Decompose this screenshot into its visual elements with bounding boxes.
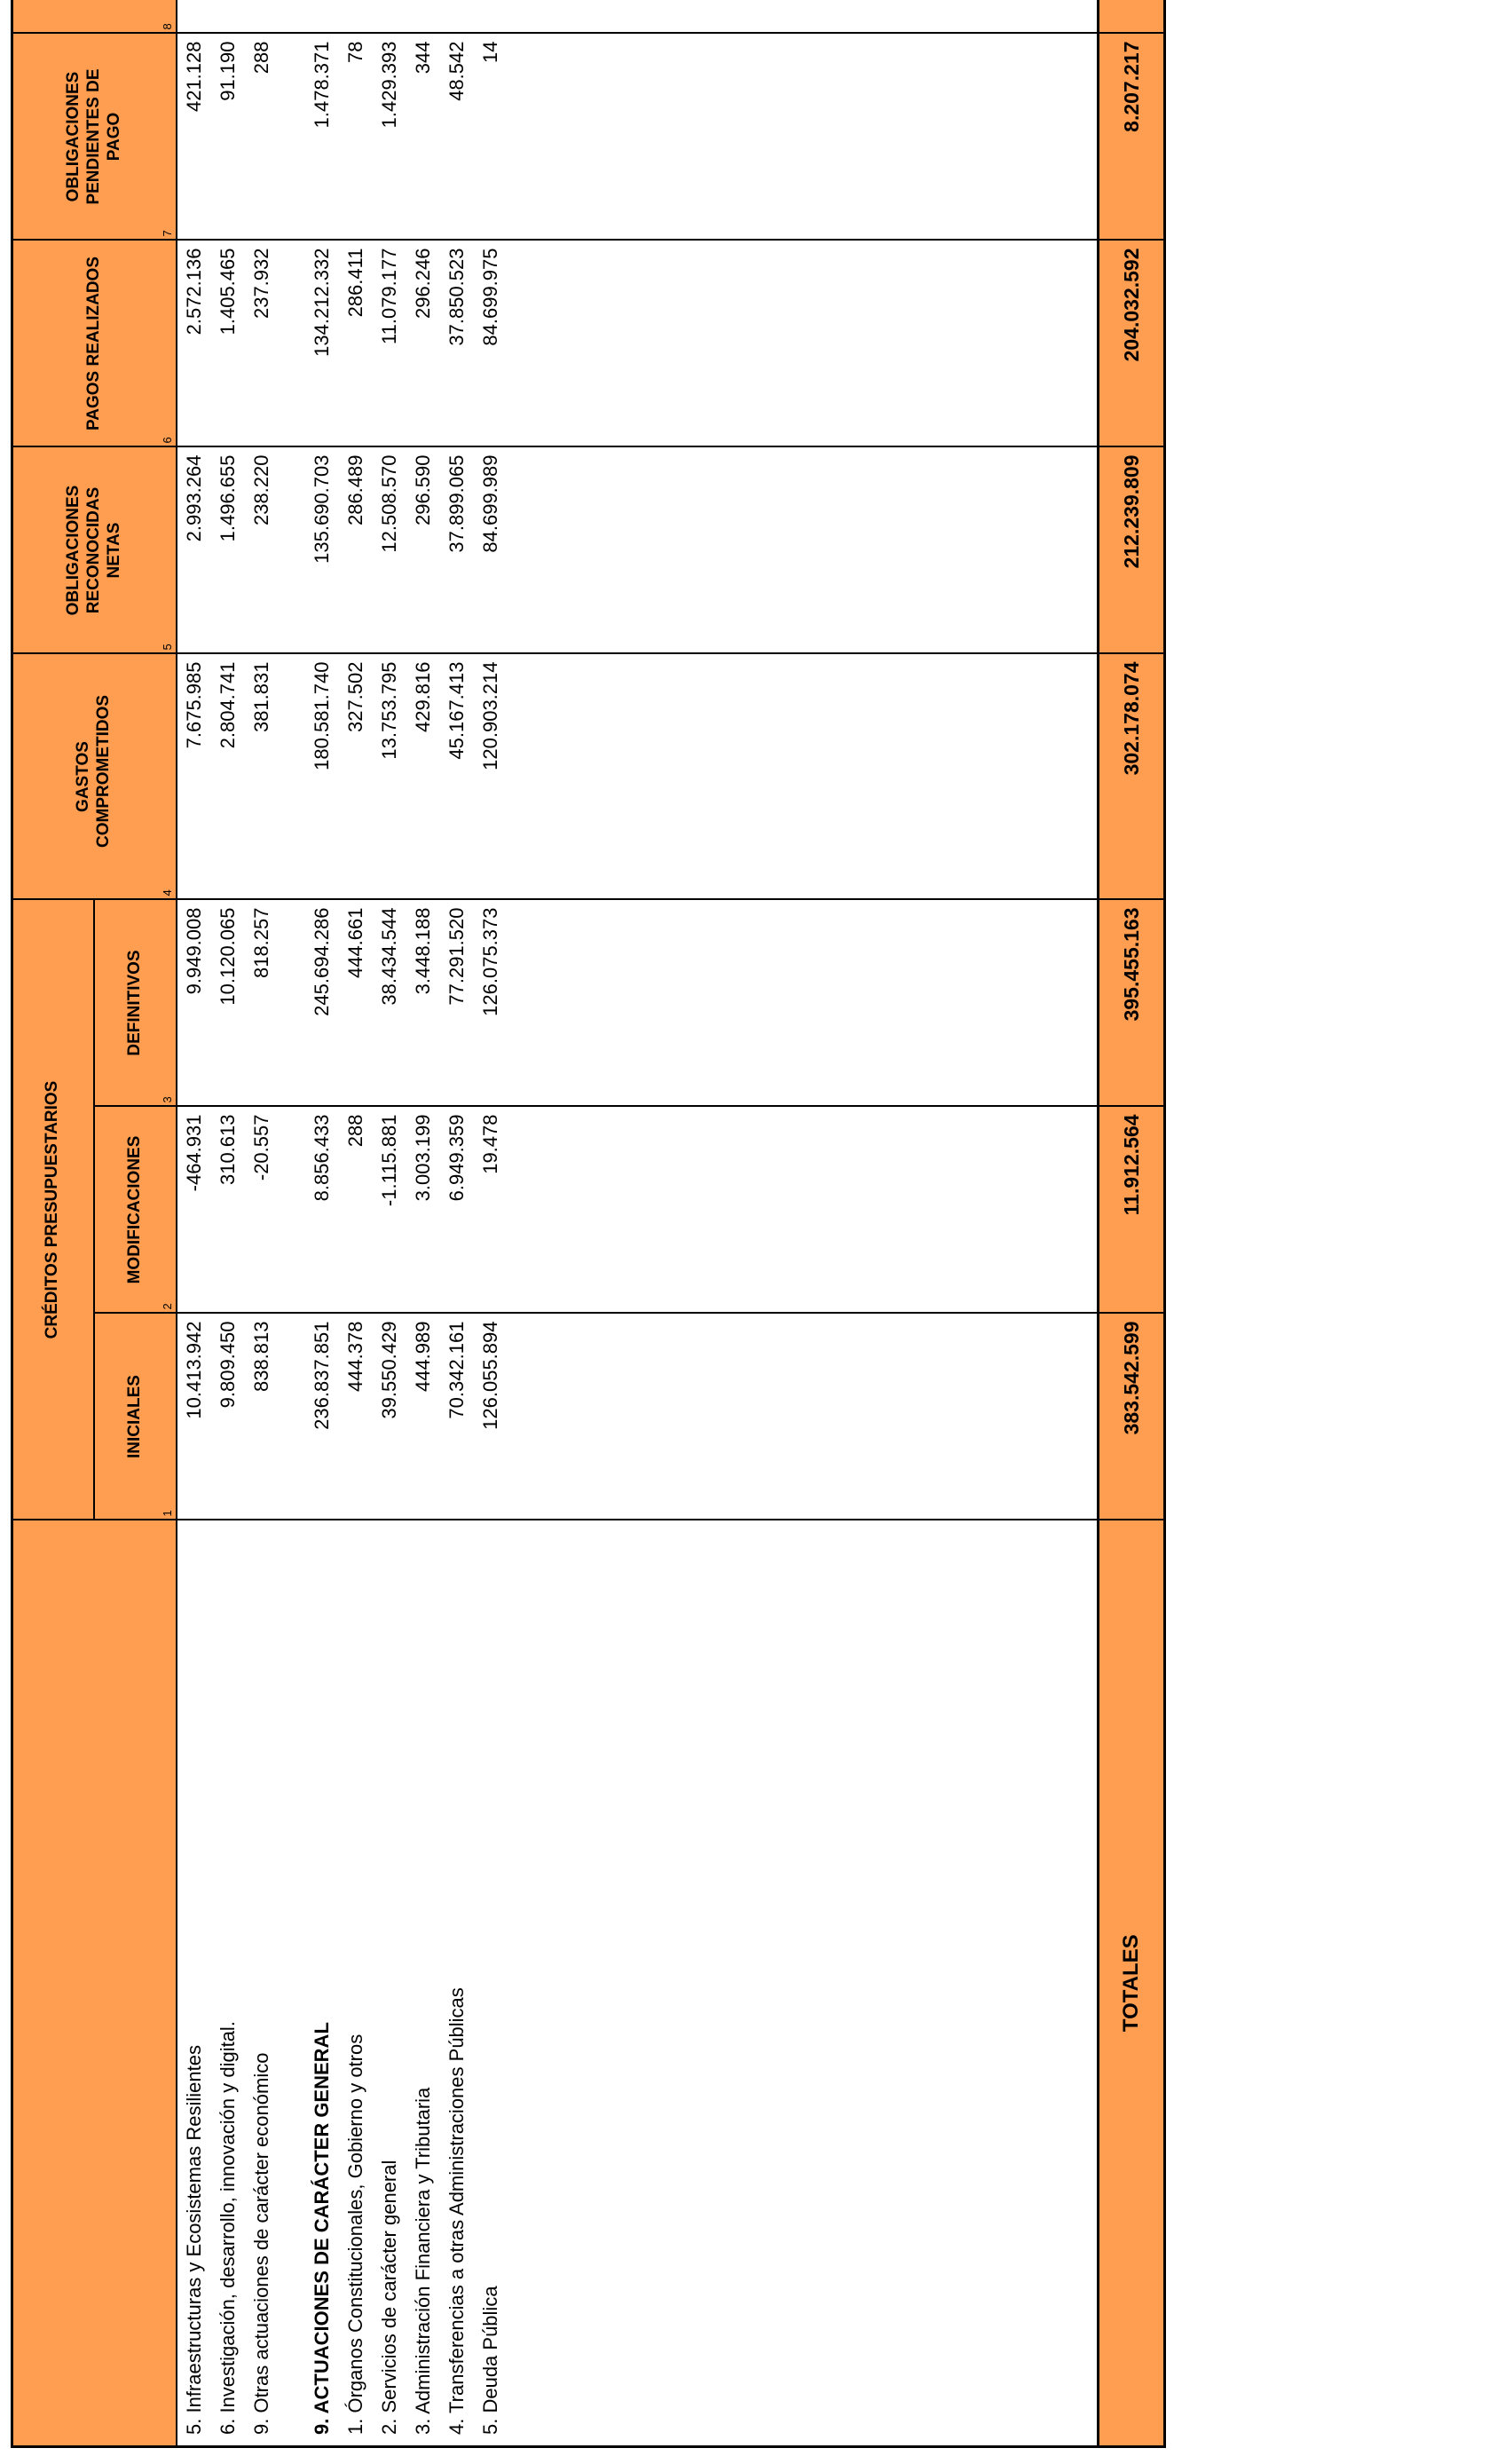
cell-modificaciones: -464.931 <box>177 1107 211 1314</box>
cell-obligaciones-reconocidas: 84.699.989 <box>474 447 508 654</box>
col-number-2: 2 <box>160 1303 174 1310</box>
row-label: 5. Deuda Pública <box>474 1520 508 2447</box>
cell-obligaciones-pendientes: 91.190 <box>211 34 245 241</box>
cell-remanentes <box>474 0 508 34</box>
cell-definitivos: 10.120.065 <box>211 900 245 1107</box>
cell-modificaciones: 8.856.433 <box>305 1107 339 1314</box>
cell-obligaciones-pendientes: 78 <box>339 34 373 241</box>
cell-pagos-realizados: 134.212.332 <box>305 241 339 447</box>
cell-remanentes <box>373 0 406 34</box>
spacer-row <box>279 0 305 2447</box>
col-number-6: 6 <box>160 437 174 444</box>
row-label: 6. Investigación, desarrollo, innovación y digital. <box>211 1520 245 2447</box>
cell-iniciales: 126.055.894 <box>474 1314 508 1520</box>
col-number-5: 5 <box>160 644 174 651</box>
col-number-3: 3 <box>160 1096 174 1103</box>
cell-modificaciones: -20.557 <box>245 1107 279 1314</box>
gastos-comprometidos-label: GASTOS COMPROMETIDOS <box>74 694 114 848</box>
cell-definitivos: 444.661 <box>339 900 373 1107</box>
cell-remanentes <box>245 0 279 34</box>
cell-pagos-realizados: 84.699.975 <box>474 241 508 447</box>
cell-pagos-realizados: 296.246 <box>406 241 440 447</box>
totals-label: TOTALES <box>1099 1520 1165 2447</box>
cell-remanentes <box>339 0 373 34</box>
cell-modificaciones: 6.949.359 <box>440 1107 474 1314</box>
cell-gastos-comprometidos: 120.903.214 <box>474 654 508 900</box>
cell-obligaciones-reconocidas: 37.899.065 <box>440 447 474 654</box>
table-row <box>373 0 406 2447</box>
cell-obligaciones-reconocidas: 286.489 <box>339 447 373 654</box>
table-row <box>406 0 440 2447</box>
filler-row <box>508 0 1099 2447</box>
cell-remanentes <box>305 0 339 34</box>
cell-modificaciones: 310.613 <box>211 1107 245 1314</box>
cell-gastos-comprometidos: 429.816 <box>406 654 440 900</box>
cell-obligaciones-pendientes: 1.429.393 <box>373 34 406 241</box>
table-row <box>245 0 279 2447</box>
description-header <box>12 1520 177 2447</box>
table-row <box>474 0 508 2447</box>
cell-gastos-comprometidos: 180.581.740 <box>305 654 339 900</box>
creditos-presupuestarios-header: CRÉDITOS PRESUPUESTARIOS <box>12 900 94 1520</box>
cell-modificaciones: 3.003.199 <box>406 1107 440 1314</box>
table-row <box>211 0 245 2447</box>
cell-definitivos: 818.257 <box>245 900 279 1107</box>
cell-remanentes <box>211 0 245 34</box>
cell-definitivos: 126.075.373 <box>474 900 508 1107</box>
remanentes-credito-header <box>12 0 177 34</box>
cell-obligaciones-pendientes: 288 <box>245 34 279 241</box>
total-modificaciones: 11.912.564 <box>1099 1107 1165 1314</box>
obligaciones-pendientes-label: OBLIGACIONES PENDIENTES DE PAGO <box>64 68 123 205</box>
cell-remanentes <box>177 0 211 34</box>
table-row-section <box>305 0 339 2447</box>
cell-iniciales: 236.837.851 <box>305 1314 339 1520</box>
cell-definitivos: 245.694.286 <box>305 900 339 1107</box>
col-number-4: 4 <box>160 889 174 896</box>
table-row <box>177 0 211 2447</box>
cell-obligaciones-pendientes: 1.478.371 <box>305 34 339 241</box>
cell-definitivos: 77.291.520 <box>440 900 474 1107</box>
budget-execution-table <box>11 0 1166 2448</box>
row-label: 9. ACTUACIONES DE CARÁCTER GENERAL <box>305 1520 339 2447</box>
cell-iniciales: 39.550.429 <box>373 1314 406 1520</box>
cell-obligaciones-reconocidas: 2.993.264 <box>177 447 211 654</box>
obligaciones-pendientes-header <box>12 34 177 241</box>
cell-obligaciones-reconocidas: 1.496.655 <box>211 447 245 654</box>
obligaciones-reconocidas-header <box>12 447 177 654</box>
cell-iniciales: 444.378 <box>339 1314 373 1520</box>
col-number-7: 7 <box>160 230 174 237</box>
total-definitivos: 395.455.163 <box>1099 900 1165 1107</box>
cell-gastos-comprometidos: 13.753.795 <box>373 654 406 900</box>
col-number-8: 8 <box>160 23 174 30</box>
cell-modificaciones: 19.478 <box>474 1107 508 1314</box>
cell-gastos-comprometidos: 381.831 <box>245 654 279 900</box>
cell-gastos-comprometidos: 7.675.985 <box>177 654 211 900</box>
row-label: 1. Órganos Constitucionales, Gobierno y otros <box>339 1520 373 2447</box>
cell-obligaciones-pendientes: 421.128 <box>177 34 211 241</box>
total-obligaciones-pendientes: 8.207.217 <box>1099 34 1165 241</box>
cell-remanentes <box>406 0 440 34</box>
col-number-1: 1 <box>160 1510 174 1517</box>
row-label: 4. Transferencias a otras Administraciones Públicas <box>440 1520 474 2447</box>
obligaciones-reconocidas-label: OBLIGACIONES RECONOCIDAS NETAS <box>64 485 123 616</box>
total-remanentes <box>1099 0 1165 34</box>
cell-pagos-realizados: 1.405.465 <box>211 241 245 447</box>
iniciales-label: INICIALES <box>124 1375 144 1458</box>
gastos-comprometidos-header <box>12 654 177 900</box>
cell-pagos-realizados: 237.932 <box>245 241 279 447</box>
pagos-realizados-header <box>12 241 177 447</box>
total-iniciales: 383.542.599 <box>1099 1314 1165 1520</box>
cell-obligaciones-pendientes: 14 <box>474 34 508 241</box>
cell-iniciales: 444.989 <box>406 1314 440 1520</box>
total-gastos-comprometidos: 302.178.074 <box>1099 654 1165 900</box>
pagos-realizados-label: PAGOS REALIZADOS <box>83 257 103 430</box>
cell-pagos-realizados: 286.411 <box>339 241 373 447</box>
row-label: 3. Administración Financiera y Tributaria <box>406 1520 440 2447</box>
row-label: 5. Infraestructuras y Ecosistemas Resilientes <box>177 1520 211 2447</box>
total-pagos-realizados: 204.032.592 <box>1099 241 1165 447</box>
cell-obligaciones-reconocidas: 135.690.703 <box>305 447 339 654</box>
cell-remanentes <box>440 0 474 34</box>
cell-iniciales: 9.809.450 <box>211 1314 245 1520</box>
cell-pagos-realizados: 2.572.136 <box>177 241 211 447</box>
cell-modificaciones: 288 <box>339 1107 373 1314</box>
cell-definitivos: 9.949.008 <box>177 900 211 1107</box>
table-row <box>339 0 373 2447</box>
cell-obligaciones-reconocidas: 12.508.570 <box>373 447 406 654</box>
table-row <box>440 0 474 2447</box>
modificaciones-label: MODIFICACIONES <box>124 1135 144 1284</box>
cell-modificaciones: -1.115.881 <box>373 1107 406 1314</box>
totals-row <box>1099 0 1165 2447</box>
definitivos-header <box>94 900 177 1107</box>
total-obligaciones-reconocidas: 212.239.809 <box>1099 447 1165 654</box>
cell-obligaciones-reconocidas: 296.590 <box>406 447 440 654</box>
cell-obligaciones-reconocidas: 238.220 <box>245 447 279 654</box>
cell-iniciales: 838.813 <box>245 1314 279 1520</box>
definitivos-label: DEFINITIVOS <box>124 950 144 1056</box>
cell-pagos-realizados: 37.850.523 <box>440 241 474 447</box>
cell-definitivos: 38.434.544 <box>373 900 406 1107</box>
iniciales-header <box>94 1314 177 1520</box>
cell-gastos-comprometidos: 2.804.741 <box>211 654 245 900</box>
cell-iniciales: 10.413.942 <box>177 1314 211 1520</box>
cell-iniciales: 70.342.161 <box>440 1314 474 1520</box>
modificaciones-header <box>94 1107 177 1314</box>
row-label: 2. Servicios de carácter general <box>373 1520 406 2447</box>
cell-obligaciones-pendientes: 344 <box>406 34 440 241</box>
cell-definitivos: 3.448.188 <box>406 900 440 1107</box>
row-label: 9. Otras actuaciones de carácter económico <box>245 1520 279 2447</box>
cell-obligaciones-pendientes: 48.542 <box>440 34 474 241</box>
cell-pagos-realizados: 11.079.177 <box>373 241 406 447</box>
cell-gastos-comprometidos: 45.167.413 <box>440 654 474 900</box>
cell-gastos-comprometidos: 327.502 <box>339 654 373 900</box>
